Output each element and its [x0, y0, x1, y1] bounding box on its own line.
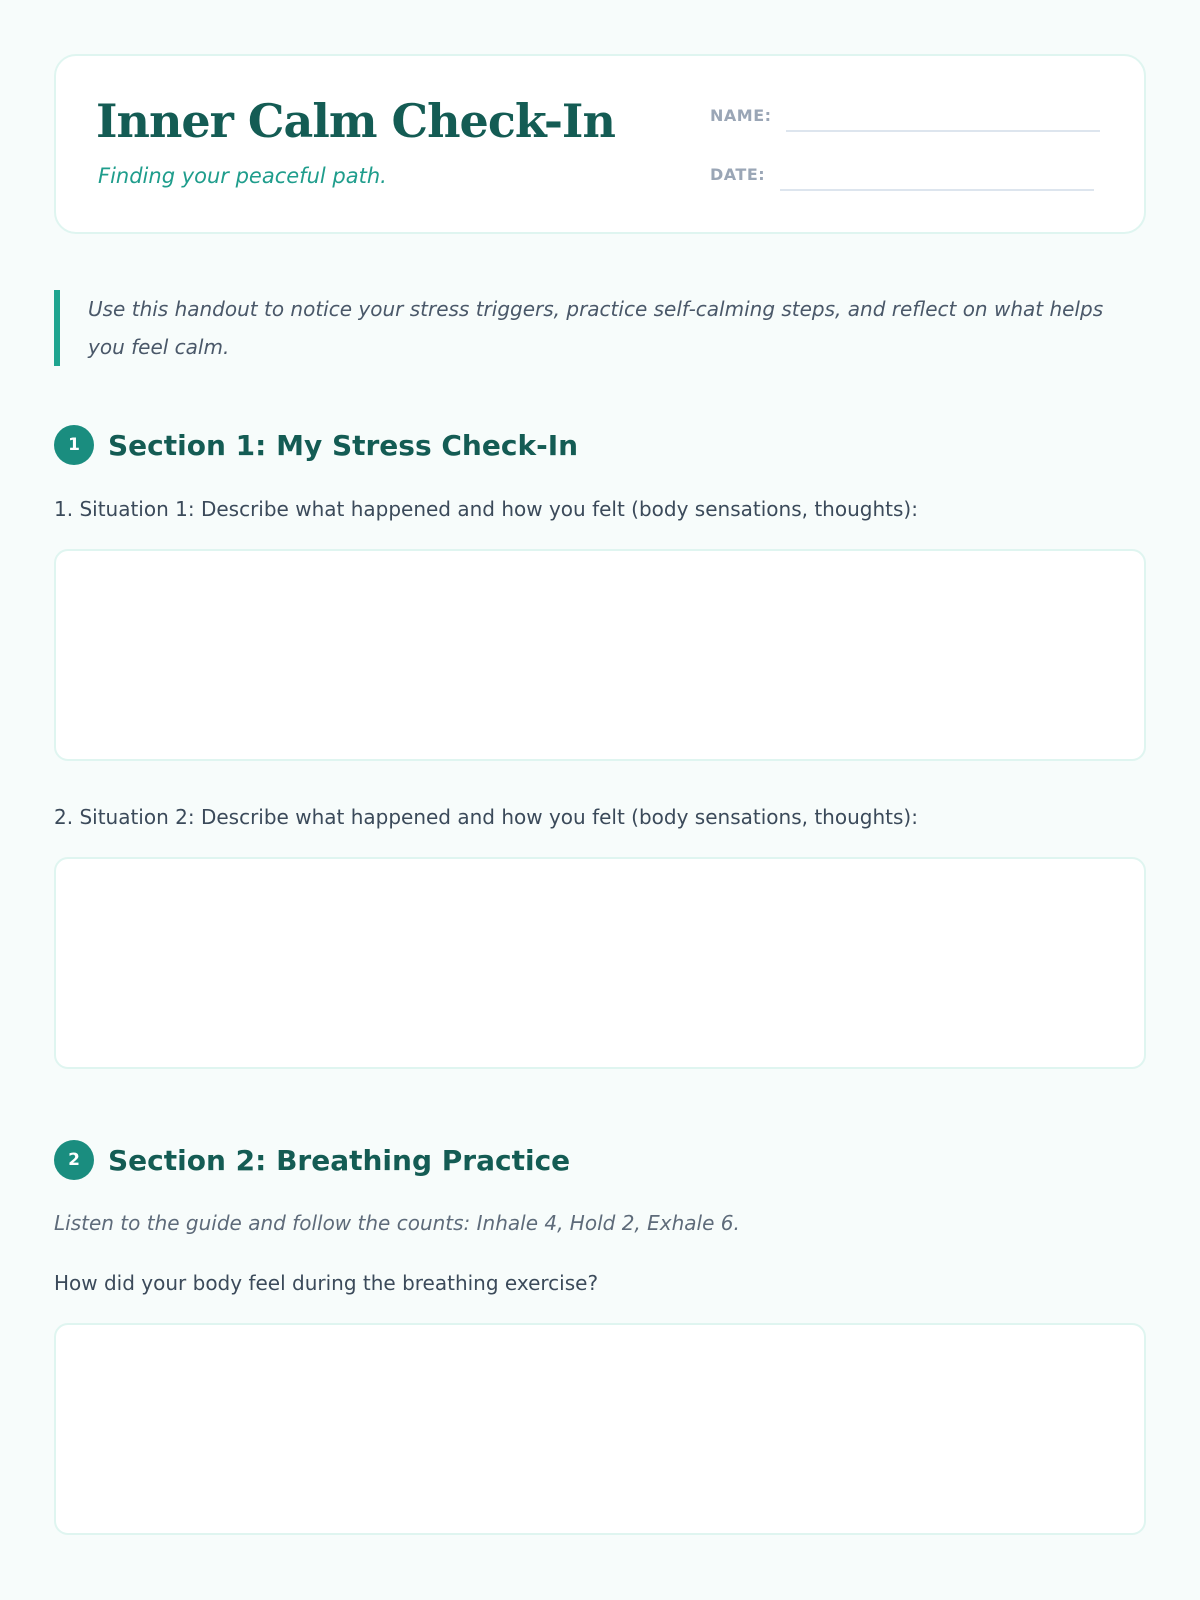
breathing-instructions: Listen to the guide and follow the counts: Inhale 4, Hold 2, Exhale 6. [54, 1211, 740, 1235]
situation-1-prompt: 1. Situation 1: Describe what happened and how you felt (body sensations, thoughts): [54, 497, 918, 521]
situation-1-answer-box[interactable] [54, 549, 1146, 761]
section-1-title: Section 1: My Stress Check-In [108, 428, 579, 462]
date-field[interactable] [780, 189, 1094, 191]
section-2-badge: 2 [54, 1140, 94, 1180]
breathing-prompt: How did your body feel during the breathing exercise? [54, 1271, 599, 1295]
date-label: DATE: [710, 165, 766, 184]
header-card [54, 54, 1146, 234]
section-2-heading [54, 1140, 570, 1180]
section-1-heading [54, 425, 578, 465]
situation-2-answer-box[interactable] [54, 857, 1146, 1069]
page-title: Inner Calm Check-In [96, 94, 615, 148]
name-field[interactable] [786, 130, 1100, 132]
situation-2-prompt: 2. Situation 2: Describe what happened and how you felt (body sensations, thoughts): [54, 805, 918, 829]
name-label: NAME: [710, 106, 772, 125]
breathing-answer-box[interactable] [54, 1323, 1146, 1535]
page-subtitle: Finding your peaceful path. [98, 164, 387, 188]
intro-text: Use this handout to notice your stress triggers, practice self-calming steps, and reflect on what helps you feel calm. [54, 290, 1146, 366]
section-1-badge: 1 [54, 425, 94, 465]
section-2-title: Section 2: Breathing Practice [108, 1143, 571, 1177]
